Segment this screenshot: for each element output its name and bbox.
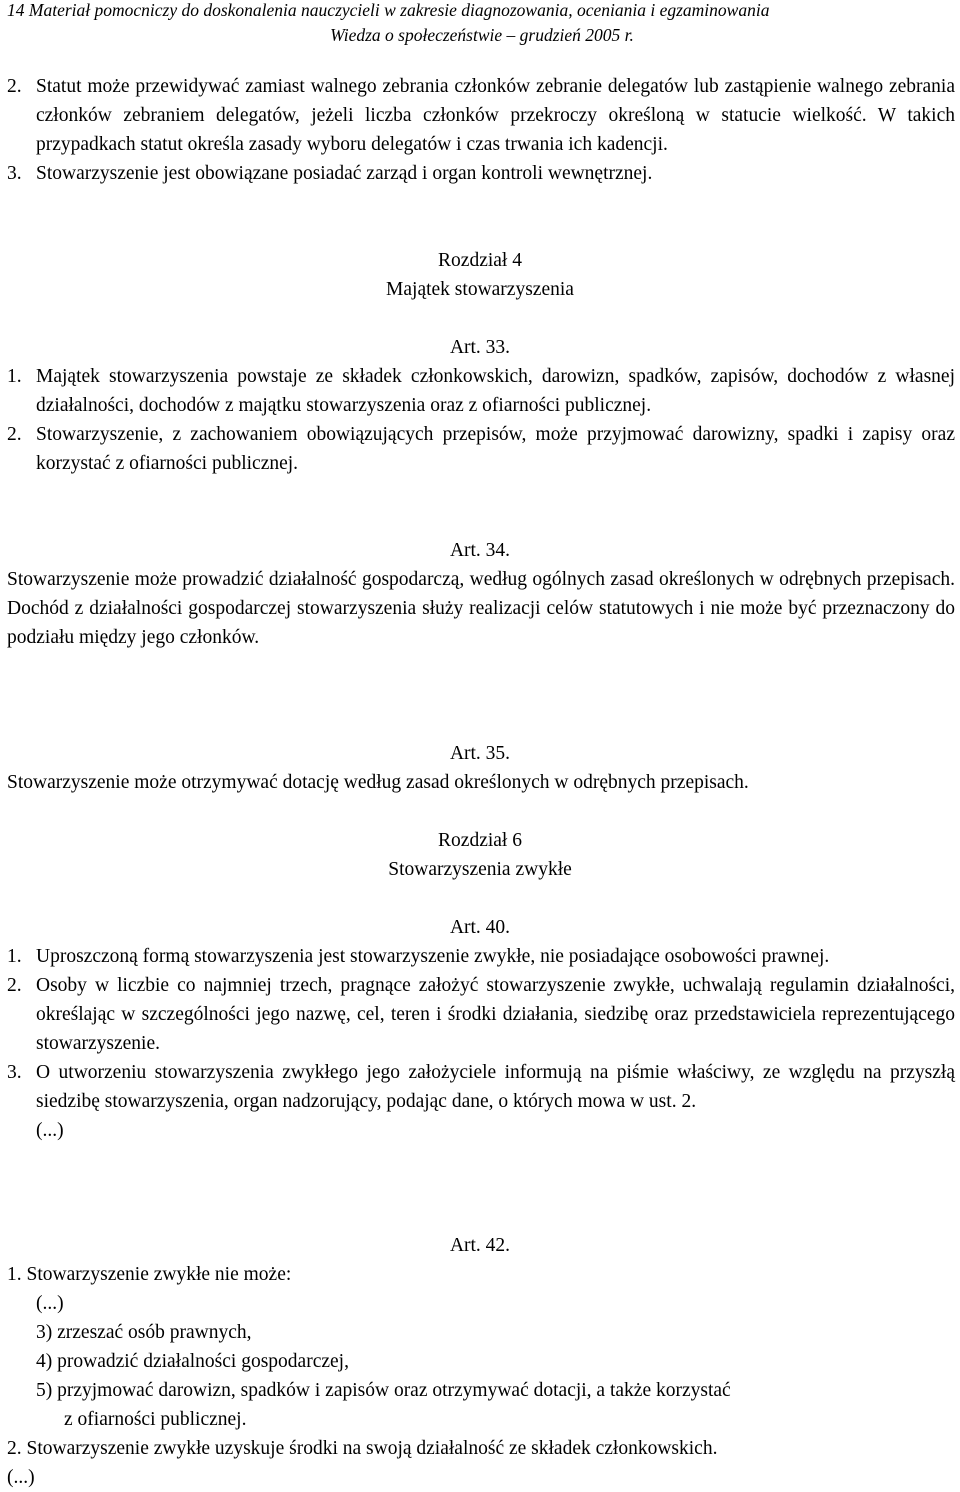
item-text: Stowarzyszenie jest obowiązane posiadać zarząd i organ kontroli wewnętrznej. [36, 163, 653, 184]
chapter-subtitle: Stowarzyszenia zwykłe [388, 859, 572, 880]
art-42-point-4: 4) prowadzić działalności gospodarczej, [36, 1351, 349, 1372]
page-header [7, 0, 957, 48]
art-42-point-5: 5) przyjmować darowizn, spadków i zapisów oraz otrzymywać dotacji, a także korzystać [36, 1380, 731, 1401]
art-40-title: Art. 40. [449, 917, 511, 938]
art-40-items [7, 942, 955, 1145]
top-item-2 [7, 72, 955, 159]
art-35-text: Stowarzyszenie może otrzymywać dotację według zasad określonych w odrębnych przepisach. [7, 772, 749, 793]
art-34-title: Art. 34. [449, 540, 511, 561]
header-line-1: 14 Materiał pomocniczy do doskonalenia nauczycieli w zakresie diagnozowania, oceniania i egzaminowania [7, 0, 770, 20]
item-number: 3. [7, 163, 22, 184]
art-42-title: Art. 42. [449, 1235, 511, 1256]
top-items [7, 72, 955, 188]
ellipsis: (...) [7, 1467, 35, 1488]
item-number: 1. [7, 946, 22, 967]
art-33-title: Art. 33. [449, 337, 511, 358]
art-35-title: Art. 35. [449, 743, 511, 764]
art-40-ellipsis [7, 1116, 955, 1145]
header-line-2: Wiedza o społeczeństwie – grudzień 2005 r. [330, 25, 634, 45]
chapter-6-heading [0, 826, 960, 884]
art-33-item-2 [7, 420, 955, 478]
art-42-point-3: 3) zrzeszać osób prawnych, [36, 1322, 252, 1343]
art-40-item-3 [7, 1058, 955, 1116]
art-33-item-1 [7, 362, 955, 420]
art-40-item-2 [7, 971, 955, 1058]
art-42-intro: 1. Stowarzyszenie zwykłe nie może: [7, 1264, 292, 1285]
item-number: 2. [7, 424, 22, 445]
item-number: 3. [7, 1062, 22, 1083]
art-33-items [7, 362, 955, 478]
art-42-point-5-continuation: z ofiarności publicznej. [64, 1409, 247, 1430]
item-text: Uproszczoną formą stowarzyszenia jest stowarzyszenie zwykłe, nie posiadające osobowości prawnej. [36, 946, 830, 967]
item-text: Osoby w liczbie co najmniej trzech, pragnące założyć stowarzyszenie zwykłe, uchwalają regulamin działalności, określając w szczególności jego nazwę, cel, teren i środki działania, siedzibę oraz przedstawiciela reprezentującego stowarzyszenie. [36, 975, 955, 1054]
chapter-title: Rozdział 6 [438, 830, 522, 851]
art-34-text: Stowarzyszenie może prowadzić działalność gospodarczą, według ogólnych zasad określonych w odrębnych przepisach. Dochód z działalności gospodarczej stowarzyszenia służy realizacji celów statutowych i nie może być przeznaczony do podziału między jego członków. [7, 569, 955, 648]
item-number: 2. [7, 76, 22, 97]
ellipsis: (...) [36, 1120, 64, 1141]
art-40-item-1 [7, 942, 955, 971]
chapter-4-heading [0, 246, 960, 304]
chapter-subtitle: Majątek stowarzyszenia [386, 279, 574, 300]
item-number: 1. [7, 366, 22, 387]
ellipsis: (...) [36, 1293, 64, 1314]
item-text: O utworzeniu stowarzyszenia zwykłego jego założyciele informują na piśmie właściwy, ze względu na przyszłą siedzibę stowarzyszenia, organ nadzorujący, podając dane, o których mowa w ust. 2. [36, 1062, 955, 1112]
top-item-3 [7, 159, 955, 188]
art-42-body [7, 1260, 955, 1492]
chapter-title: Rozdział 4 [438, 250, 522, 271]
item-text: Stowarzyszenie, z zachowaniem obowiązujących przepisów, może przyjmować darowizny, spadki i zapisy oraz korzystać z ofiarności publicznej. [36, 424, 955, 474]
item-number: 2. [7, 975, 22, 996]
item-text: Majątek stowarzyszenia powstaje ze składek członkowskich, darowizn, spadków, zapisów, dochodów z własnej działalności, dochodów z majątku stowarzyszenia oraz z ofiarności publicznej. [36, 366, 955, 416]
art-42-item-2: 2. Stowarzyszenie zwykłe uzyskuje środki na swoją działalność ze składek członkowskich. [7, 1438, 718, 1459]
item-text: Statut może przewidywać zamiast walnego zebrania członków zebranie delegatów lub zastąpienie walnego zebrania członków zebraniem delegatów, jeżeli liczba członków przekroczy określoną w statucie wielkość. W takich przypadkach statut określa zasady wyboru delegatów i czas trwania ich kadencji. [36, 76, 955, 155]
